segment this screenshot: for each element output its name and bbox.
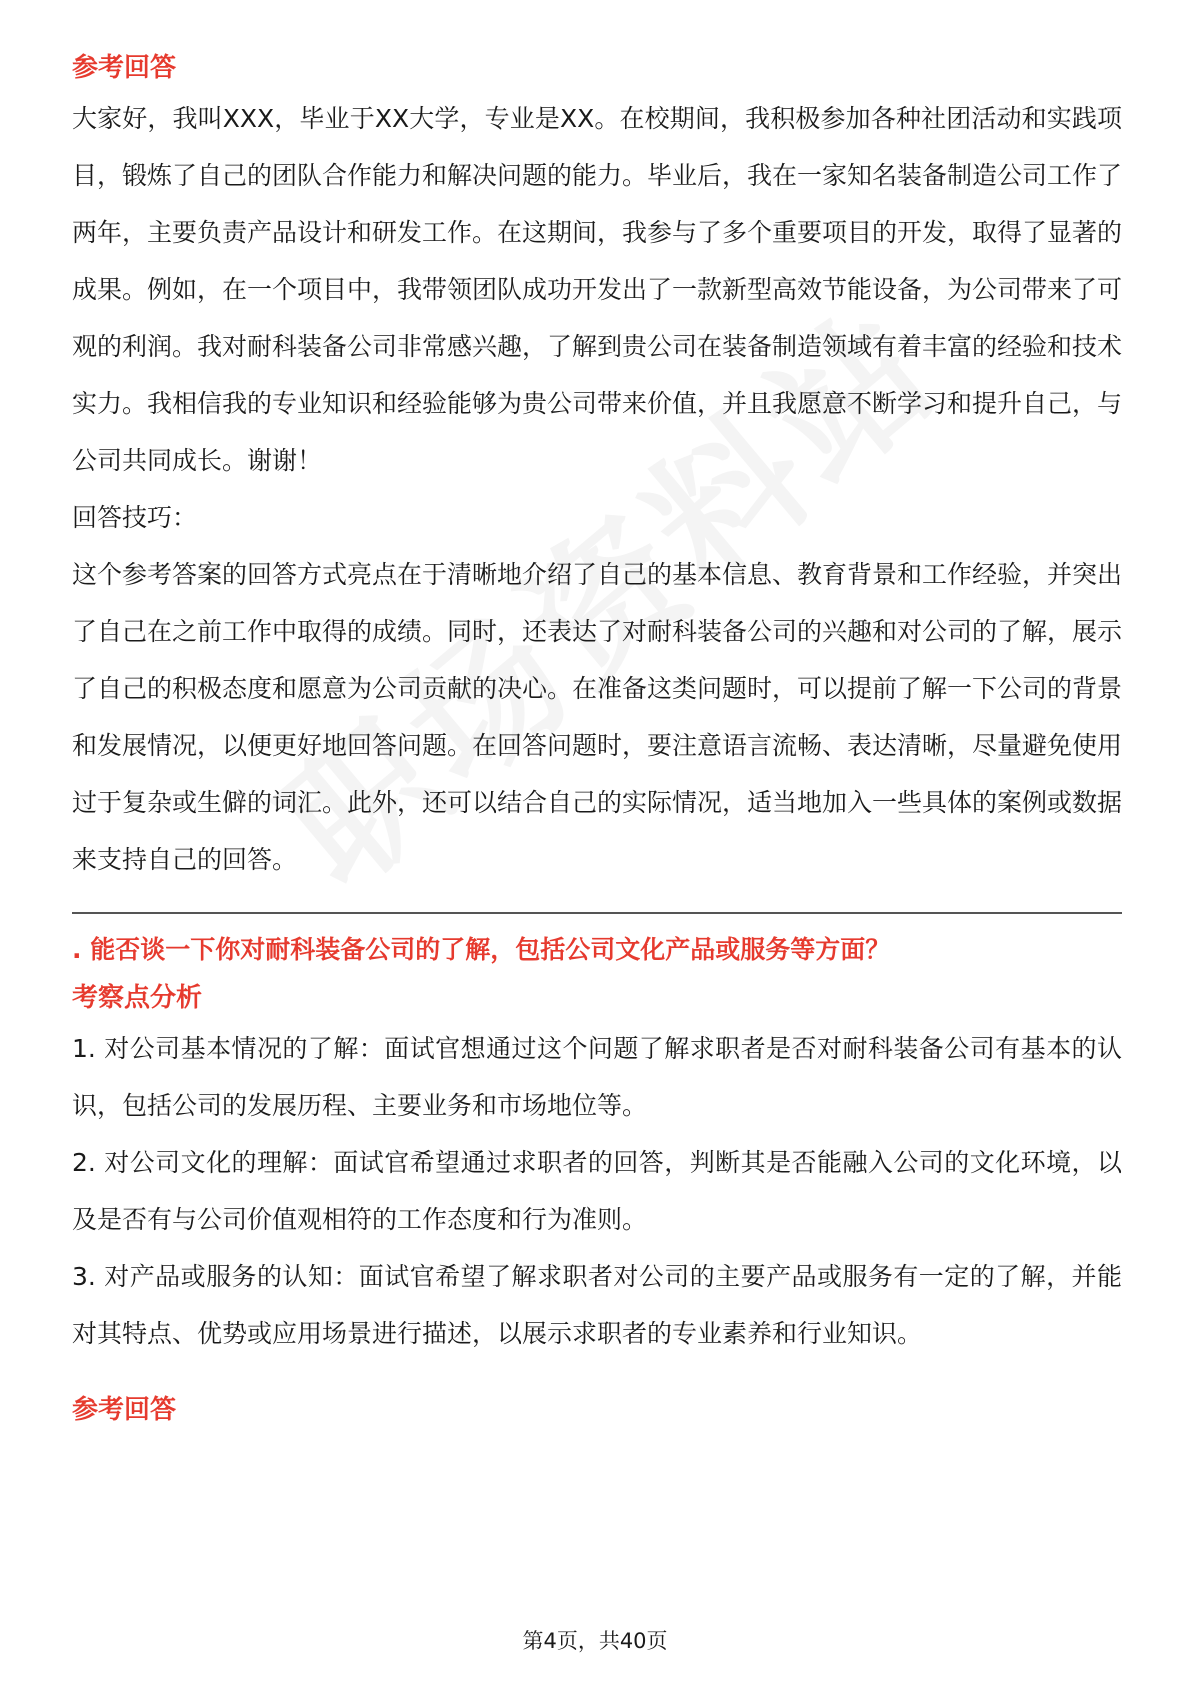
reference-answer-heading: 参考回答 (72, 53, 177, 83)
analysis-point: 2. 对公司文化的理解：面试官希望通过求职者的回答，判断其是否能融入公司的文化环境，以及是否有与公司价值观相符的工作态度和行为准则。 (72, 1148, 1122, 1234)
analysis-point: 1. 对公司基本情况的了解：面试官想通过这个问题了解求职者是否对耐科装备公司有基本的认识，包括公司的发展历程、主要业务和市场地位等。 (72, 1034, 1122, 1120)
reference-answer-text: 大家好，我叫XXX，毕业于XX大学，专业是XX。在校期间，我积极参加各种社团活动和实践项目，锻炼了自己的团队合作能力和解决问题的能力。毕业后，我在一家知名装备制造公司工作了两年，主要负责产品设计和研发工作。在这期间，我参与了多个重要项目的开发，取得了显著的成果。例如，在一个项目中，我带领团队成功开发出了一款新型高效节能设备，为公司带来了可观的利润。我对耐科装备公司非常感兴趣，了解到贵公司在装备制造领域有着丰富的经验和技术实力。我相信我的专业知识和经验能够为贵公司带来价值，并且我愿意不断学习和提升自己，与公司共同成长。谢谢！ (72, 104, 1123, 475)
reference-answer-heading-2: 参考回答 (72, 1395, 177, 1425)
answer-tips-text: 这个参考答案的回答方式亮点在于清晰地介绍了自己的基本信息、教育背景和工作经验，并突出了自己在之前工作中取得的成绩。同时，还表达了对耐科装备公司的兴趣和对公司的了解，展示了自己的积极态度和愿意为公司贡献的决心。在准备这类问题时，可以提前了解一下公司的背景和发展情况，以便更好地回答问题。在回答问题时，要注意语言流畅、表达清晰，尽量避免使用过于复杂或生僻的词汇。此外，还可以结合自己的实际情况，适当地加入一些具体的案例或数据来支持自己的回答。 (72, 560, 1123, 874)
page-number: 第4页，共40页 (522, 1629, 668, 1653)
section-divider (72, 912, 1122, 914)
question-title: . 能否谈一下你对耐科装备公司的了解，包括公司文化产品或服务等方面？ (72, 935, 891, 964)
page-content (72, 46, 1122, 1432)
answer-tips-label: 回答技巧： (72, 503, 198, 532)
analysis-point: 3. 对产品或服务的认知：面试官希望了解求职者对公司的主要产品或服务有一定的了解，并能对其特点、优势或应用场景进行描述，以展示求职者的专业素养和行业知识。 (72, 1262, 1122, 1348)
analysis-heading: 考察点分析 (72, 983, 203, 1013)
